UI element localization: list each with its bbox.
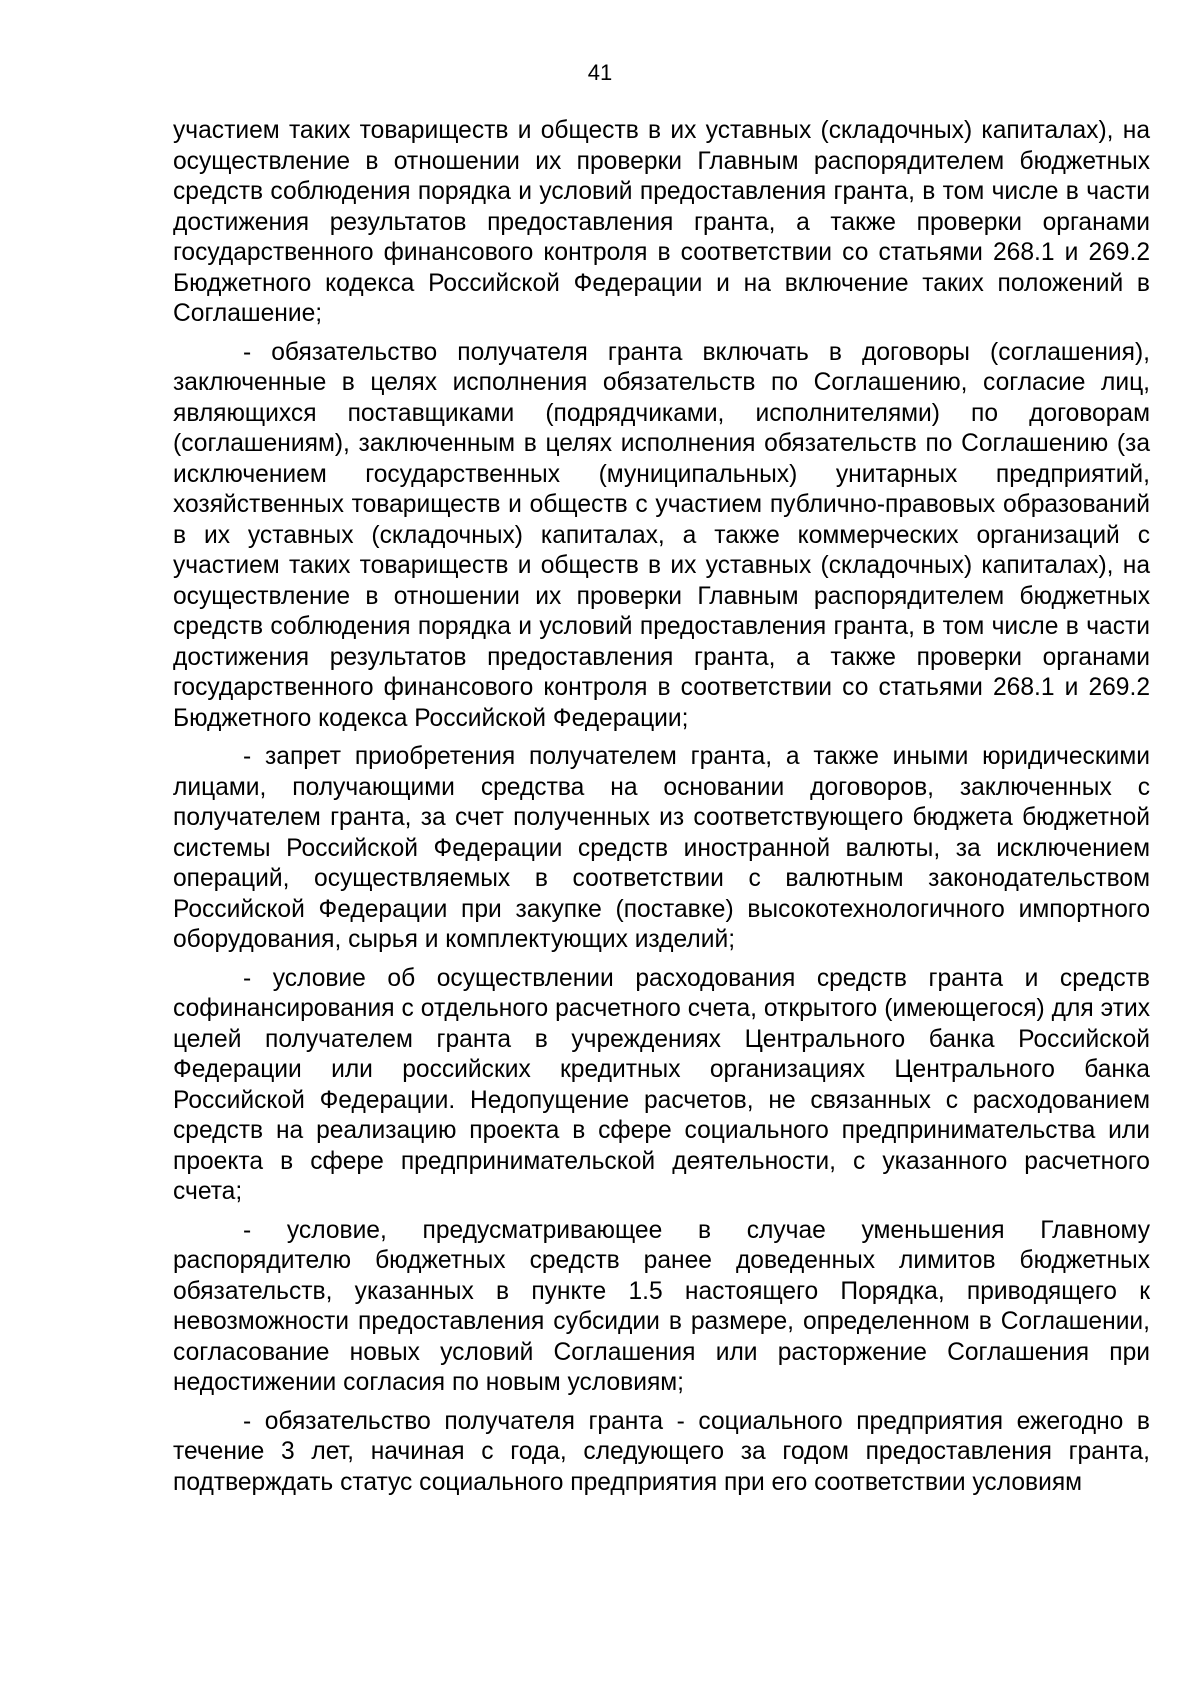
document-body <box>173 116 1150 1506</box>
page-number: 41 <box>587 60 613 85</box>
paragraph-foreign-currency-ban: - запрет приобретения получателем гранта, а также иными юридическими лицами, получающими средства на основании договоров, заключенных с получателем гранта, за счет полученных из соответствующего бюджета бюджетной системы Российской Федерации средств иностранной валюты, за исключением операций, осуществляемых в соответствии с валютным законодательством Российской Федерации при закупке (поставке) высокотехнологичного импортного оборудования, сырья и комплектующих изделий; <box>173 743 1150 953</box>
paragraph-separate-account: - условие об осуществлении расходования средств гранта и средств софинансирования с отдельного расчетного счета, открытого (имеющегося) для этих целей получателем гранта в учреждениях Центрального банка Российской Федерации или российских кредитных организациях Центрального банка Российской Федерации. Недопущение расчетов, не связанных с расходованием средств на реализацию проекта в сфере социального предпринимательства или проекта в сфере предпринимательской деятельности, с указанного расчетного счета; <box>173 964 1150 1205</box>
paragraph-subcontractor-consent: - обязательство получателя гранта включать в договоры (соглашения), заключенные в целях исполнения обязательств по Соглашению, согласие лиц, являющихся поставщиками (подрядчиками, исполнителями) по договорам (соглашениям), заключенным в целях исполнения обязательств по Соглашению (за исключением государственных (муниципальных) унитарных предприятий, хозяйственных товариществ и обществ с участием публично-правовых образований в их уставных (складочных) капиталах, а также коммерческих организаций с участием таких товариществ и обществ в их уставных (складочных) капиталах), на осуществление в отношении их проверки Главным распорядителем бюджетных средств соблюдения порядка и условий предоставления гранта, в том числе в части достижения результатов предоставления гранта, а также проверки органами государственного финансового контроля в соответствии со статьями 268.1 и 269.2 Бюджетного кодекса Российской Федерации; <box>173 338 1150 732</box>
paragraph-limits-reduction: - условие, предусматривающее в случае уменьшения Главному распорядителю бюджетных средств ранее доведенных лимитов бюджетных обязательств, указанных в пункте 1.5 настоящего Порядка, приводящего к невозможности предоставления субсидии в размере, определенном в Соглашении, согласование новых условий Соглашения или расторжение Соглашения при недостижении согласия по новым условиям; <box>173 1216 1150 1396</box>
paragraph-continuation: участием таких товариществ и обществ в их уставных (складочных) капиталах), на осуществление в отношении их проверки Главным распорядителем бюджетных средств соблюдения порядка и условий предоставления гранта, в том числе в части достижения результатов предоставления гранта, а также проверки органами государственного финансового контроля в соответствии со статьями 268.1 и 269.2 Бюджетного кодекса Российской Федерации и на включение таких положений в Соглашение; <box>173 117 1150 327</box>
paragraph-social-enterprise-status: - обязательство получателя гранта - социального предприятия ежегодно в течение 3 лет, начиная с года, следующего за годом предоставления гранта, подтверждать статус социального предприятия при его соответствии условиям <box>173 1407 1150 1496</box>
